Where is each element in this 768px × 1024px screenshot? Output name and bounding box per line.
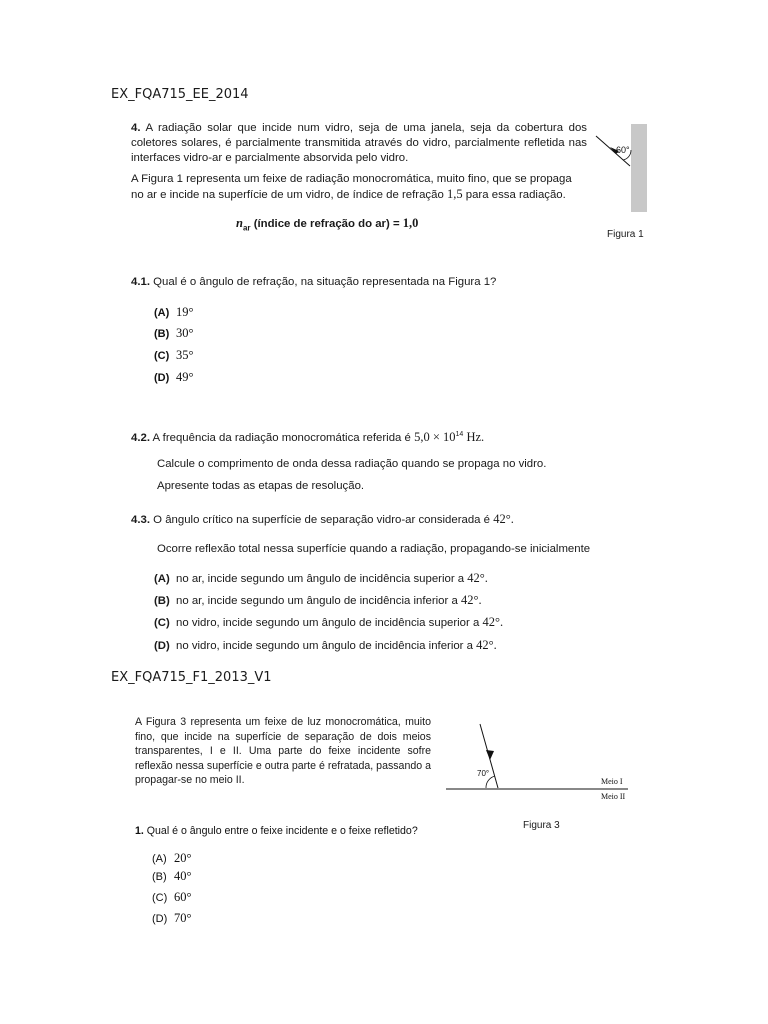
q42-question: [131, 427, 484, 446]
figure-1-caption: Figura 1: [607, 229, 644, 240]
section-1-title: EX_FQA715_EE_2014: [111, 87, 249, 102]
option-value: 42°.: [460, 593, 482, 607]
option-text: no ar, incide segundo um ângulo de incidência superior a: [176, 573, 465, 585]
glass-surface: [631, 124, 647, 212]
option-value: 42°.: [482, 615, 504, 629]
q41-option-b[interactable]: [154, 326, 194, 341]
s2-q1-number: 1.: [135, 825, 144, 837]
n-symbol: n: [236, 216, 243, 230]
option-text: no vidro, incide segundo um ângulo de incidência superior a: [176, 617, 480, 629]
q43-question: [131, 512, 514, 528]
figure-3-caption: Figura 3: [523, 820, 560, 831]
q4-figure-text-2c: para essa radiação.: [465, 189, 566, 201]
q43-option-b[interactable]: [154, 593, 482, 609]
option-label: (B): [154, 595, 170, 607]
option-label: (A): [152, 853, 167, 865]
s2-intro: A Figura 3 representa um feixe de luz monocromática, muito fino, que incide na superfície de separação de dois meios transparentes, I e II. Uma parte do feixe incidente sofre reflexão nessa superfície e outra parte é refratada, passando a propagar-se no meio II.: [135, 716, 431, 786]
s2-q1-option-a[interactable]: [152, 851, 192, 866]
figure-1-angle-label: 60°: [616, 145, 630, 155]
ray-arrowhead: [486, 750, 494, 760]
figure-1-diagram: [590, 124, 648, 214]
q43-line-2: Ocorre reflexão total nessa superfície quando a radiação, propagando-se inicialmente: [157, 543, 591, 555]
q4-intro-text: A radiação solar que incide num vidro, seja de uma janela, seja da cobertura dos coletores solares, é parcialmente transmitida através do vidro, parcialmente refletida nas interfaces vidro-ar e parcialmente absorvida pelo vidro.: [131, 122, 587, 164]
n-label: (índice de refração do ar) =: [253, 218, 400, 230]
q42-unit: Hz.: [466, 429, 485, 444]
q41-question: [131, 275, 496, 290]
s2-q1-option-d[interactable]: [152, 911, 192, 926]
option-value: 40°: [174, 869, 192, 883]
q42-line-3: Apresente todas as etapas de resolução.: [157, 480, 365, 492]
q4-refraction-index: 1,5: [446, 187, 463, 201]
q4-figure-text-2a: no ar e incide na superfície de um vidro, de índice de refração: [131, 189, 444, 201]
q42-value: 5,0 × 10: [414, 429, 456, 444]
option-label: (D): [154, 640, 170, 652]
s2-q1-question: [135, 825, 418, 837]
n-subscript: ar: [242, 223, 251, 233]
option-label: (D): [154, 372, 170, 384]
n-value: 1,0: [402, 216, 419, 230]
q43-option-c[interactable]: [154, 615, 503, 631]
q41-option-a[interactable]: [154, 305, 194, 320]
q43-text: O ângulo crítico na superfície de separação vidro-ar considerada é: [153, 514, 491, 526]
q41-option-d[interactable]: [154, 370, 194, 385]
medium-2-label: Meio II: [601, 792, 626, 801]
s2-q1-text: Qual é o ângulo entre o feixe incidente e o feixe refletido?: [146, 825, 418, 837]
q4-number: 4.: [131, 122, 141, 134]
option-label: (C): [154, 617, 170, 629]
option-value: 42°.: [476, 638, 497, 652]
option-value: 49°: [176, 370, 194, 384]
q42-text: A frequência da radiação monocromática referida é: [152, 431, 411, 444]
option-label: (B): [152, 871, 167, 883]
q4-intro: [131, 121, 587, 166]
option-value: 70°: [174, 911, 192, 925]
q41-text: Qual é o ângulo de refração, na situação representada na Figura 1?: [153, 276, 497, 288]
s2-q1-option-c[interactable]: [152, 890, 192, 905]
q41-number: 4.1.: [131, 276, 150, 288]
q43-value: 42°.: [493, 512, 514, 526]
s2-q1-option-b[interactable]: [152, 869, 192, 884]
option-label: (C): [152, 892, 168, 904]
section-2-title: EX_FQA715_F1_2013_V1: [111, 670, 272, 685]
q43-option-a[interactable]: [154, 571, 488, 587]
q4-figure-text-2: [131, 187, 566, 203]
q43-option-d[interactable]: [154, 638, 497, 654]
option-value: 60°: [174, 890, 192, 904]
option-value: 20°: [174, 851, 192, 865]
q42-exponent: 14: [455, 431, 464, 438]
option-value: 42°.: [467, 571, 488, 585]
q42-line-2: Calcule o comprimento de onda dessa radiação quando se propaga no vidro.: [157, 458, 547, 470]
option-label: (C): [154, 350, 170, 362]
q43-number: 4.3.: [131, 514, 150, 526]
figure-3-angle-label: 70°: [477, 769, 490, 778]
option-label: (A): [154, 307, 170, 319]
medium-1-label: Meio I: [601, 777, 623, 786]
option-value: 35°: [176, 348, 194, 362]
option-text: no ar, incide segundo um ângulo de incidência inferior a: [176, 595, 458, 607]
option-label: (A): [154, 573, 170, 585]
n-air-formula: [236, 216, 418, 235]
q41-option-c[interactable]: [154, 348, 194, 363]
q42-number: 4.2.: [131, 431, 150, 444]
option-value: 19°: [176, 305, 194, 319]
option-label: (D): [152, 913, 168, 925]
option-text: no vidro, incide segundo um ângulo de incidência inferior a: [176, 640, 473, 652]
q4-figure-text-1: A Figura 1 representa um feixe de radiação monocromática, muito fino, que se propaga: [131, 173, 572, 185]
option-label: (B): [154, 328, 170, 340]
option-value: 30°: [176, 326, 194, 340]
